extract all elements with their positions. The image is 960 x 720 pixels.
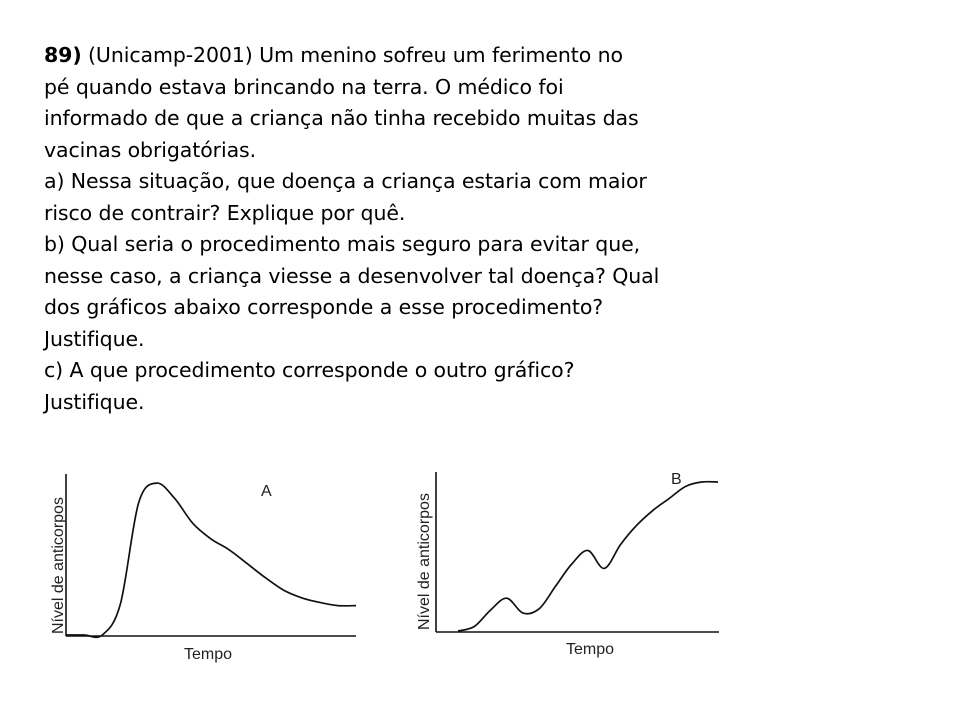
question-line: pé quando estava brincando na terra. O médico foi: [44, 74, 564, 99]
question-header: (Unicamp-2001) Um menino sofreu um ferimento no: [88, 43, 623, 67]
graph-b-svg: [406, 462, 740, 662]
graph-b-xlabel: Tempo: [566, 641, 615, 658]
question-line: Justifique.: [44, 389, 145, 414]
question-line: vacinas obrigatórias.: [44, 137, 257, 162]
graph-a-svg: [48, 462, 362, 668]
graph-a-curve: [66, 483, 356, 637]
graph-b-panel-label: B: [671, 471, 682, 488]
question-line: informado de que a criança não tinha recebido muitas das: [44, 106, 639, 130]
graph-a: [48, 462, 362, 668]
question-header-line: [44, 40, 704, 72]
question-line: b) Qual seria o procedimento mais seguro para evitar que,: [44, 232, 641, 256]
question-line: dos gráficos abaixo corresponde a esse procedimento?: [44, 295, 604, 319]
question-line: risco de contrair? Explique por quê.: [44, 200, 406, 225]
question-line: c) A que procedimento corresponde o outro gráfico?: [44, 358, 575, 382]
graph-a-panel-label: A: [261, 483, 272, 500]
question-line: nesse caso, a criança viesse a desenvolver tal doença? Qual: [44, 263, 660, 288]
graph-a-ylabel: Nível de anticorpos: [50, 497, 67, 634]
question-text: [44, 40, 704, 418]
graph-b: [406, 462, 740, 662]
question-line: Justifique.: [44, 326, 145, 351]
question-line: a) Nessa situação, que doença a criança estaria com maior: [44, 169, 647, 193]
graph-b-curve: [458, 482, 718, 631]
graph-b-ylabel: Nível de anticorpos: [416, 493, 433, 630]
question-number: 89): [44, 43, 82, 67]
graph-a-xlabel: Tempo: [184, 646, 233, 663]
